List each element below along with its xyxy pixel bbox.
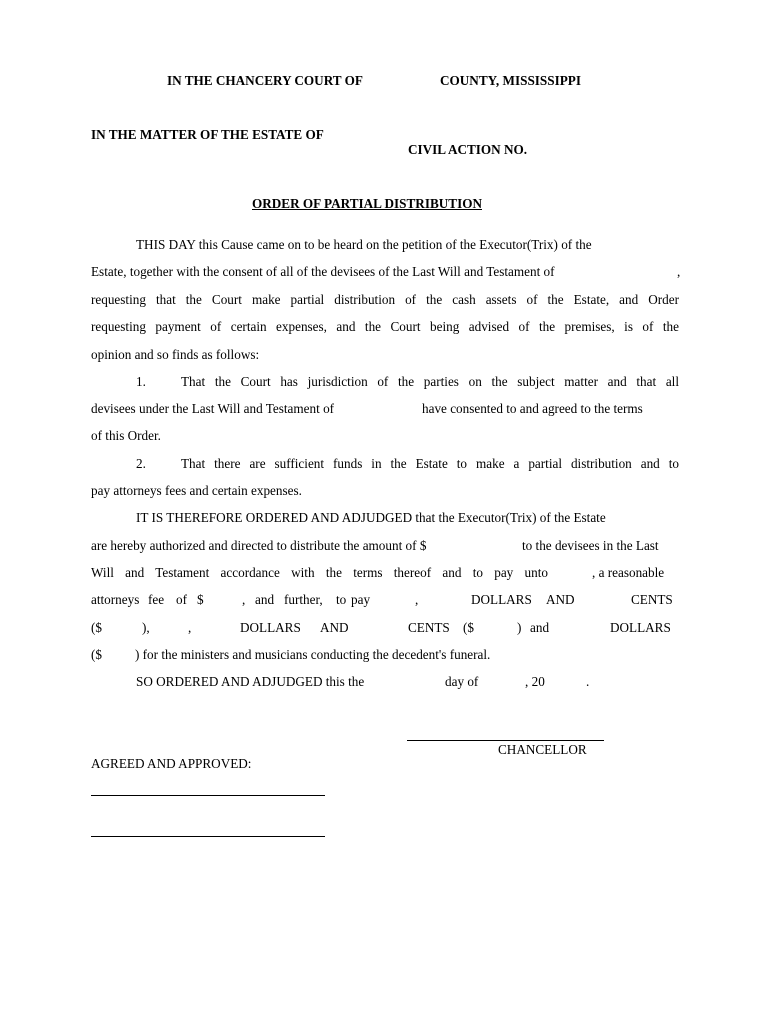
approval-signature-line[interactable]: [91, 836, 325, 837]
paragraph-1-line-1: THIS DAY this Cause came on to be heard on the petition of the Executor(Trix) of the: [136, 237, 592, 252]
court-name-left: IN THE CHANCERY COURT OF: [167, 73, 363, 88]
order-line-5-word: DOLLARS: [240, 620, 301, 635]
item-1-line-2-end: have consented to and agreed to the terms: [422, 401, 643, 416]
item-2-line-1: That there are sufficient funds in the Estate to make a partial distribution and to: [181, 456, 679, 471]
order-line-4-word: CENTS: [631, 592, 673, 607]
so-ordered-text: SO ORDERED AND ADJUDGED this the: [136, 674, 365, 689]
order-line-2: are hereby authorized and directed to distribute the amount of $: [91, 538, 427, 553]
order-line-4-word: ,: [415, 592, 419, 607]
order-line-2-end: to the devisees in the Last: [522, 538, 659, 553]
order-line-5-word: CENTS: [408, 620, 450, 635]
order-line-5-word: and: [530, 620, 550, 635]
so-ordered-day-of: day of: [445, 674, 479, 689]
order-line-4-word: of: [176, 592, 187, 607]
order-line-5-word: AND: [320, 620, 349, 635]
order-line-4-word: AND: [546, 592, 575, 607]
item-1-line-1: That the Court has jurisdiction of the parties on the subject matter and that all: [181, 374, 679, 389]
approval-signature-line[interactable]: [91, 795, 325, 796]
order-line-4-word: attorneys: [91, 592, 140, 607]
item-1-line-3: of this Order.: [91, 428, 161, 443]
so-ordered-year: , 20: [525, 674, 545, 689]
order-line-5-word: ($: [91, 620, 102, 635]
paragraph-1-line-5: opinion and so finds as follows:: [91, 347, 260, 362]
order-line-4-word: fee: [148, 592, 165, 607]
paragraph-1-line-4: requesting payment of certain expenses, and the Court being advised of the premises, is of the: [91, 319, 679, 334]
agreed-approved-label: AGREED AND APPROVED:: [91, 756, 252, 771]
order-line-1: IT IS THEREFORE ORDERED AND ADJUDGED that the Executor(Trix) of the Estate: [136, 510, 606, 525]
civil-action-number: CIVIL ACTION NO.: [408, 142, 528, 157]
order-line-4-word: and: [255, 592, 275, 607]
item-2-line-2: pay attorneys fees and certain expenses.: [91, 483, 302, 498]
order-line-4-word: ,: [242, 592, 246, 607]
order-line-4-word: further,: [284, 592, 323, 607]
order-line-4-word: to: [336, 592, 347, 607]
paragraph-1-line-2: Estate, together with the consent of all of the devisees of the Last Will and Testament of: [91, 264, 555, 279]
document-title: ORDER OF PARTIAL DISTRIBUTION: [252, 196, 482, 211]
order-line-6: ($ ) for the ministers and musicians conducting the decedent's funeral.: [91, 647, 491, 662]
so-ordered-period: .: [586, 674, 590, 689]
paragraph-1-line-3: requesting that the Court make partial distribution of the cash assets of the Estate, and Order: [91, 292, 679, 307]
item-2-number: 2.: [136, 456, 146, 471]
paragraph-1-line-2-end: ,: [677, 264, 681, 279]
estate-matter-heading: IN THE MATTER OF THE ESTATE OF: [91, 127, 324, 142]
order-line-5-word: ,: [188, 620, 192, 635]
court-name-right: COUNTY, MISSISSIPPI: [440, 73, 581, 88]
order-line-5-word: ),: [142, 620, 150, 635]
order-line-4-word: DOLLARS: [471, 592, 532, 607]
order-line-5-word: ): [517, 620, 522, 635]
chancellor-label: CHANCELLOR: [498, 742, 587, 757]
chancellor-signature-line[interactable]: [407, 740, 604, 741]
order-line-3-end: , a reasonable: [592, 565, 665, 580]
order-line-5-word: DOLLARS: [610, 620, 671, 635]
order-line-3: Will and Testament accordance with the terms thereof and to pay unto: [91, 565, 548, 580]
item-1-number: 1.: [136, 374, 146, 389]
item-1-line-2: devisees under the Last Will and Testament of: [91, 401, 335, 416]
order-line-4-word: pay: [351, 592, 371, 607]
order-line-5-word: ($: [463, 620, 474, 635]
order-line-4-word: $: [197, 592, 204, 607]
